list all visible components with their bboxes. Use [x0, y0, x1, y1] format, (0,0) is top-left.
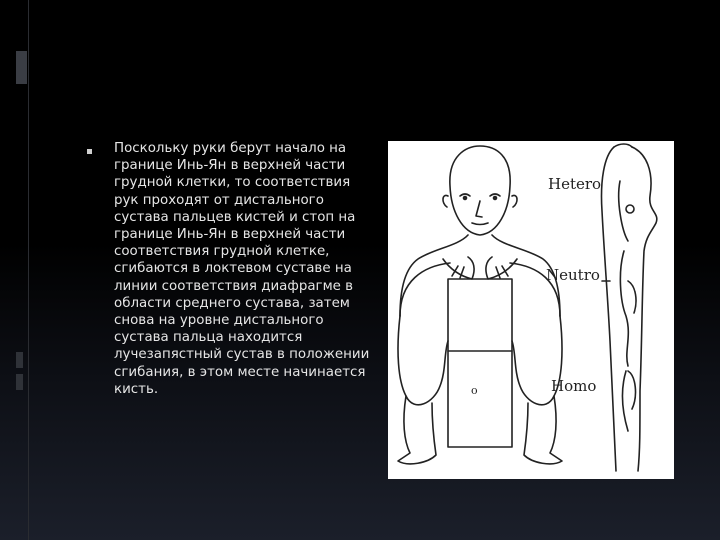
figure-yin-yang-correspondence [388, 141, 674, 479]
accent-block-small-2 [16, 374, 23, 390]
frame-line [28, 0, 29, 540]
label-hetero: Hetero [548, 175, 602, 193]
label-homo: Homo [551, 377, 597, 395]
bullet-text: Поскольку руки берут начало на границе Инь-Ян в верхней части грудной клетки, то соответствия рук проходят от дистального сустава пальцев кистей и стоп на границе Инь-Ян в верхней части соответствия грудной клетке, сгибаются в локтевом суставе на линии соответствия диафрагме в области среднего сустава, затем снова на уровне дистального сустава пальца находится лучезапястный сустав в положении сгибания, в этом месте начинается кисть. [114, 141, 370, 397]
label-neutro: Neutro [546, 266, 600, 284]
accent-block-small [16, 352, 23, 368]
center-mark: o [471, 384, 478, 397]
bullet-marker [87, 149, 92, 154]
figure-drawing [388, 141, 674, 479]
accent-block-top [16, 51, 27, 84]
